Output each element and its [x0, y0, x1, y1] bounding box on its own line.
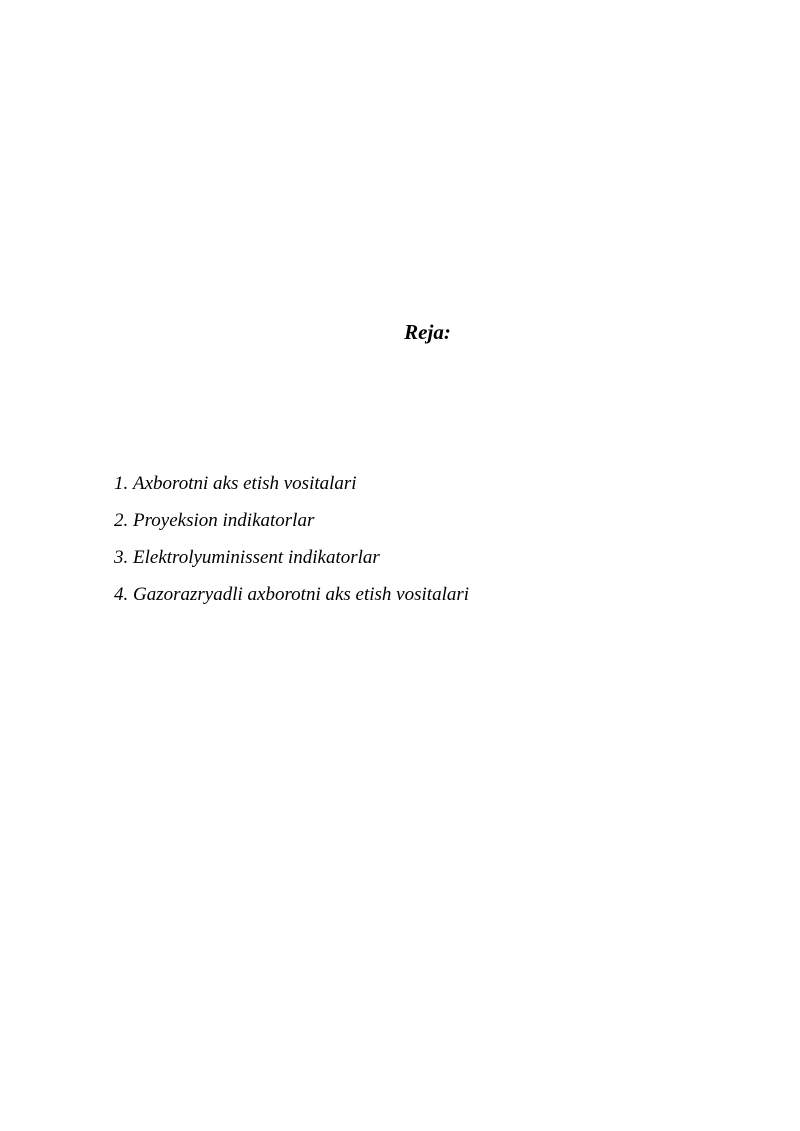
plan-item-text: Gazorazryadli axborotni aks etish vositalari — [133, 584, 470, 605]
plan-item-text: Axborotni aks etish vositalari — [133, 473, 357, 494]
plan-item-number: 3. — [114, 547, 129, 568]
plan-item-1 — [114, 470, 469, 507]
plan-item-3 — [114, 544, 469, 581]
plan-item-text: Elektrolyuminissent indikatorlar — [133, 547, 380, 568]
plan-item-number: 4. — [114, 584, 129, 605]
plan-item-4 — [114, 581, 469, 618]
plan-item-number: 1. — [114, 473, 129, 494]
plan-item-2 — [114, 507, 469, 544]
page-title: Reja: — [404, 320, 451, 344]
plan-item-number: 2. — [114, 510, 129, 531]
plan-item-text: Proyeksion indikatorlar — [133, 510, 315, 531]
plan-list — [114, 470, 469, 618]
